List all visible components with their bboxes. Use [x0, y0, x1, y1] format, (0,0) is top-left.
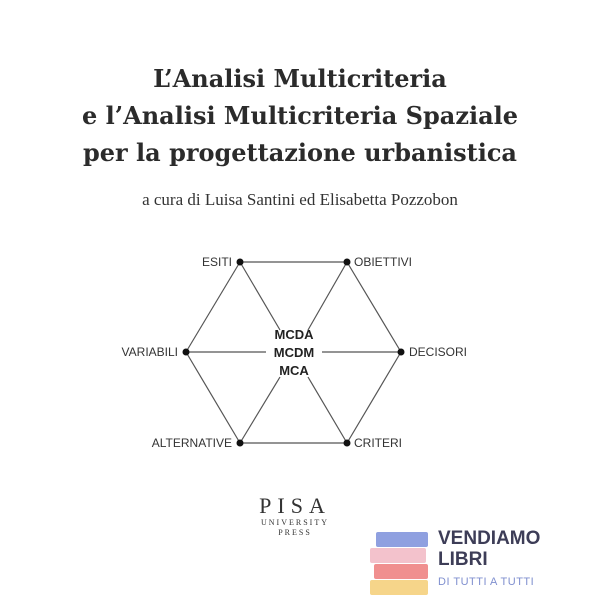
publisher-sub-press: PRESS — [278, 528, 312, 537]
publisher-logo — [240, 494, 350, 538]
publisher-name: PISA — [259, 493, 331, 518]
center-label-mca: MCA — [279, 363, 309, 378]
node-decisori-label: DECISORI — [409, 345, 468, 359]
edge-variabili-esiti — [186, 262, 240, 352]
node-variabili-dot — [183, 349, 190, 356]
center-label-mcda: MCDA — [274, 327, 314, 342]
node-decisori-dot — [398, 349, 405, 356]
spoke-alternative-center — [240, 377, 280, 443]
badge-title-line-2: LIBRI — [438, 549, 488, 570]
editors-credit: a cura di Luisa Santini ed Elisabetta Pozzobon — [142, 190, 458, 209]
node-criteri-label: CRITERI — [354, 436, 402, 450]
book-red-icon — [374, 564, 428, 579]
badge-title-line-1: VENDIAMO — [438, 528, 541, 549]
publisher-sub-university: UNIVERSITY — [261, 518, 329, 527]
vendiamo-libri-badge — [370, 524, 570, 600]
title-line-1: L’Analisi Multicriteria — [153, 64, 447, 93]
badge-title — [438, 528, 540, 570]
node-criteri-dot — [344, 440, 351, 447]
node-variabili-label: VARIABILI — [121, 345, 178, 359]
book-yellow-icon — [370, 580, 428, 595]
book-pink-icon — [370, 548, 426, 563]
spoke-obiettivi-center — [308, 262, 347, 330]
node-obiettivi-dot — [344, 259, 351, 266]
edge-obiettivi-decisori — [347, 262, 401, 352]
center-label-mcdm: MCDM — [273, 345, 315, 360]
node-esiti-dot — [237, 259, 244, 266]
edge-alternative-variabili — [186, 352, 240, 443]
badge-tagline: DI TUTTI A TUTTI — [438, 576, 535, 588]
title-line-2: e l’Analisi Multicriteria Spaziale — [81, 101, 519, 130]
node-alternative-dot — [237, 440, 244, 447]
spoke-criteri-center — [308, 377, 347, 443]
book-blue-icon — [376, 532, 428, 547]
title-line-3: per la progettazione urbanistica — [83, 138, 517, 167]
node-obiettivi-label: OBIETTIVI — [354, 255, 413, 269]
spoke-esiti-center — [240, 262, 280, 330]
node-alternative-label: ALTERNATIVE — [151, 436, 232, 450]
edge-decisori-criteri — [347, 352, 401, 443]
node-esiti-label: ESITI — [201, 255, 232, 269]
